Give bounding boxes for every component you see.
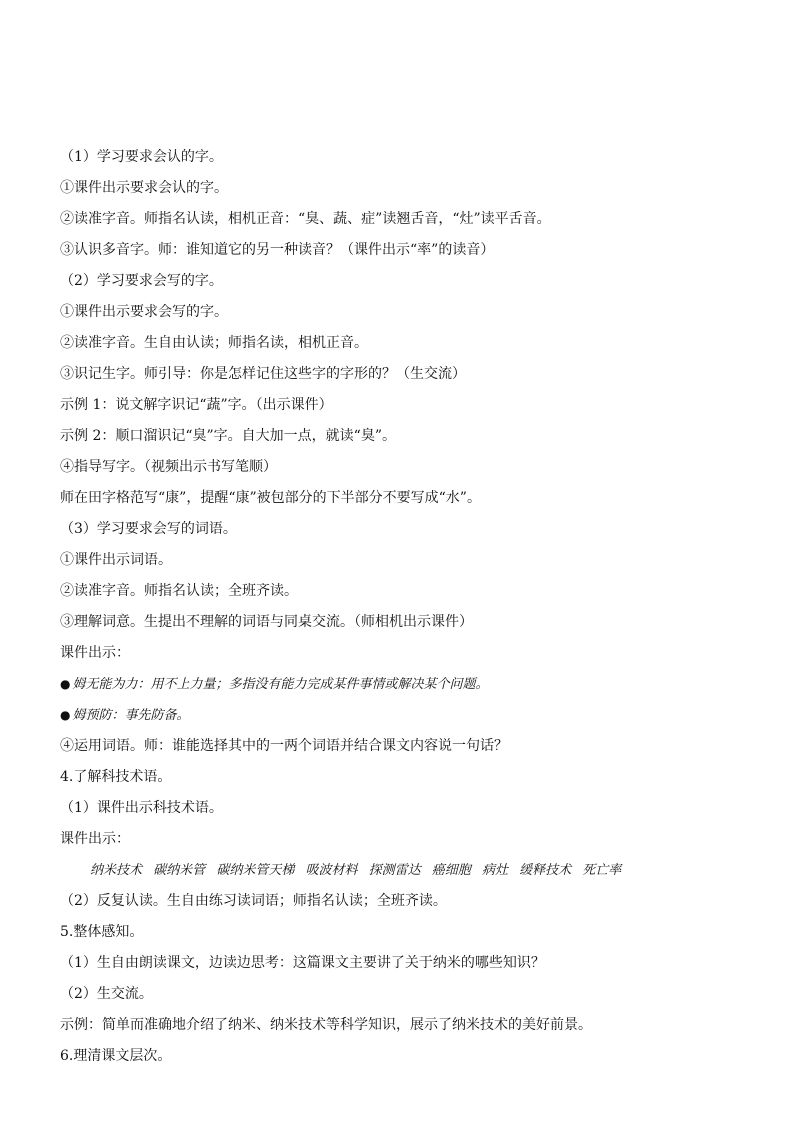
- text-line: ③认识多音字。师：谁知道它的另一种读音？（课件出示“率”的读音）: [60, 242, 495, 258]
- text-line: ②读准字音。师指名认读，相机正音：“臭、蔬、症”读翘舌音，“灶”读平舌音。: [60, 211, 551, 227]
- term-item: 癌细胞: [431, 863, 471, 878]
- text-line: ③识记生字。师引导：你是怎样记住这些字的字形的？（生交流）: [60, 366, 466, 382]
- lesson-content: [60, 142, 750, 1072]
- tech-terms-list: [60, 855, 750, 886]
- section-heading-tech-terms: 4.了解科技术语。: [60, 769, 172, 785]
- definition-text: 姆无能为力：用不上力量；多指没有能力完成某件事情或解决某个问题。: [72, 677, 489, 692]
- section-heading-write-chars: （2）学习要求会写的字。: [60, 273, 223, 289]
- term-item: 纳米技术: [90, 863, 143, 878]
- bullet-icon: ●: [60, 708, 71, 722]
- courseware-label: 课件出示：: [60, 831, 130, 847]
- text-line: ③理解词意。生提出不理解的词语与同桌交流。（师相机出示课件）: [60, 614, 473, 630]
- term-item: 探测雷达: [368, 863, 421, 878]
- example-line: 示例：简单而准确地介绍了纳米、纳米技术等科学知识，展示了纳米技术的美好前景。: [60, 1017, 592, 1033]
- text-line: （1）生自由朗读课文，边读边思考：这篇课文主要讲了关于纳米的哪些知识？: [60, 955, 545, 971]
- text-line: （1）课件出示科技术语。: [60, 800, 223, 816]
- text-line: ①课件出示要求会写的字。: [60, 304, 228, 320]
- term-item: 吸波材料: [305, 863, 358, 878]
- definition-item: [60, 700, 750, 731]
- text-line: 师在田字格范写“康”，提醒“康”被包部分的下半部分不要写成“水”。: [60, 490, 481, 506]
- courseware-label: 课件出示：: [60, 645, 130, 661]
- text-line: ②读准字音。师指名认读；全班齐读。: [60, 583, 298, 599]
- term-item: 碳纳米管: [153, 863, 206, 878]
- bullet-icon: ●: [60, 677, 71, 691]
- text-line: ②读准字音。生自由认读；师指名读，相机正音。: [60, 335, 368, 351]
- definition-item: [60, 669, 750, 700]
- text-line: （2）生交流。: [60, 986, 153, 1002]
- section-heading-structure: 6.理清课文层次。: [60, 1048, 172, 1064]
- definition-text: 姆预防：事先防备。: [72, 708, 190, 723]
- term-item: 死亡率: [582, 863, 622, 878]
- text-line: ①课件出示词语。: [60, 552, 172, 568]
- section-heading-recognize-chars: （1）学习要求会认的字。: [60, 149, 223, 165]
- section-heading-write-words: （3）学习要求会写的词语。: [60, 521, 237, 537]
- example-line: 示例 2：顺口溜识记“臭”字。自大加一点，就读“臭”。: [60, 428, 396, 444]
- text-line: ④运用词语。师：谁能选择其中的一两个词语并结合课文内容说一句话？: [60, 738, 508, 754]
- term-item: 病灶: [481, 863, 508, 878]
- example-line: 示例 1：说文解字识记“蔬”字。（出示课件）: [60, 397, 333, 413]
- text-line: （2）反复认读。生自由练习读词语；师指名认读；全班齐读。: [60, 893, 447, 909]
- text-line: ④指导写字。（视频出示书写笔顺）: [60, 459, 277, 475]
- section-heading-overall: 5.整体感知。: [60, 924, 144, 940]
- term-item: 缓释技术: [519, 863, 572, 878]
- term-item: 碳纳米管天梯: [216, 863, 295, 878]
- text-line: ①课件出示要求会认的字。: [60, 180, 228, 196]
